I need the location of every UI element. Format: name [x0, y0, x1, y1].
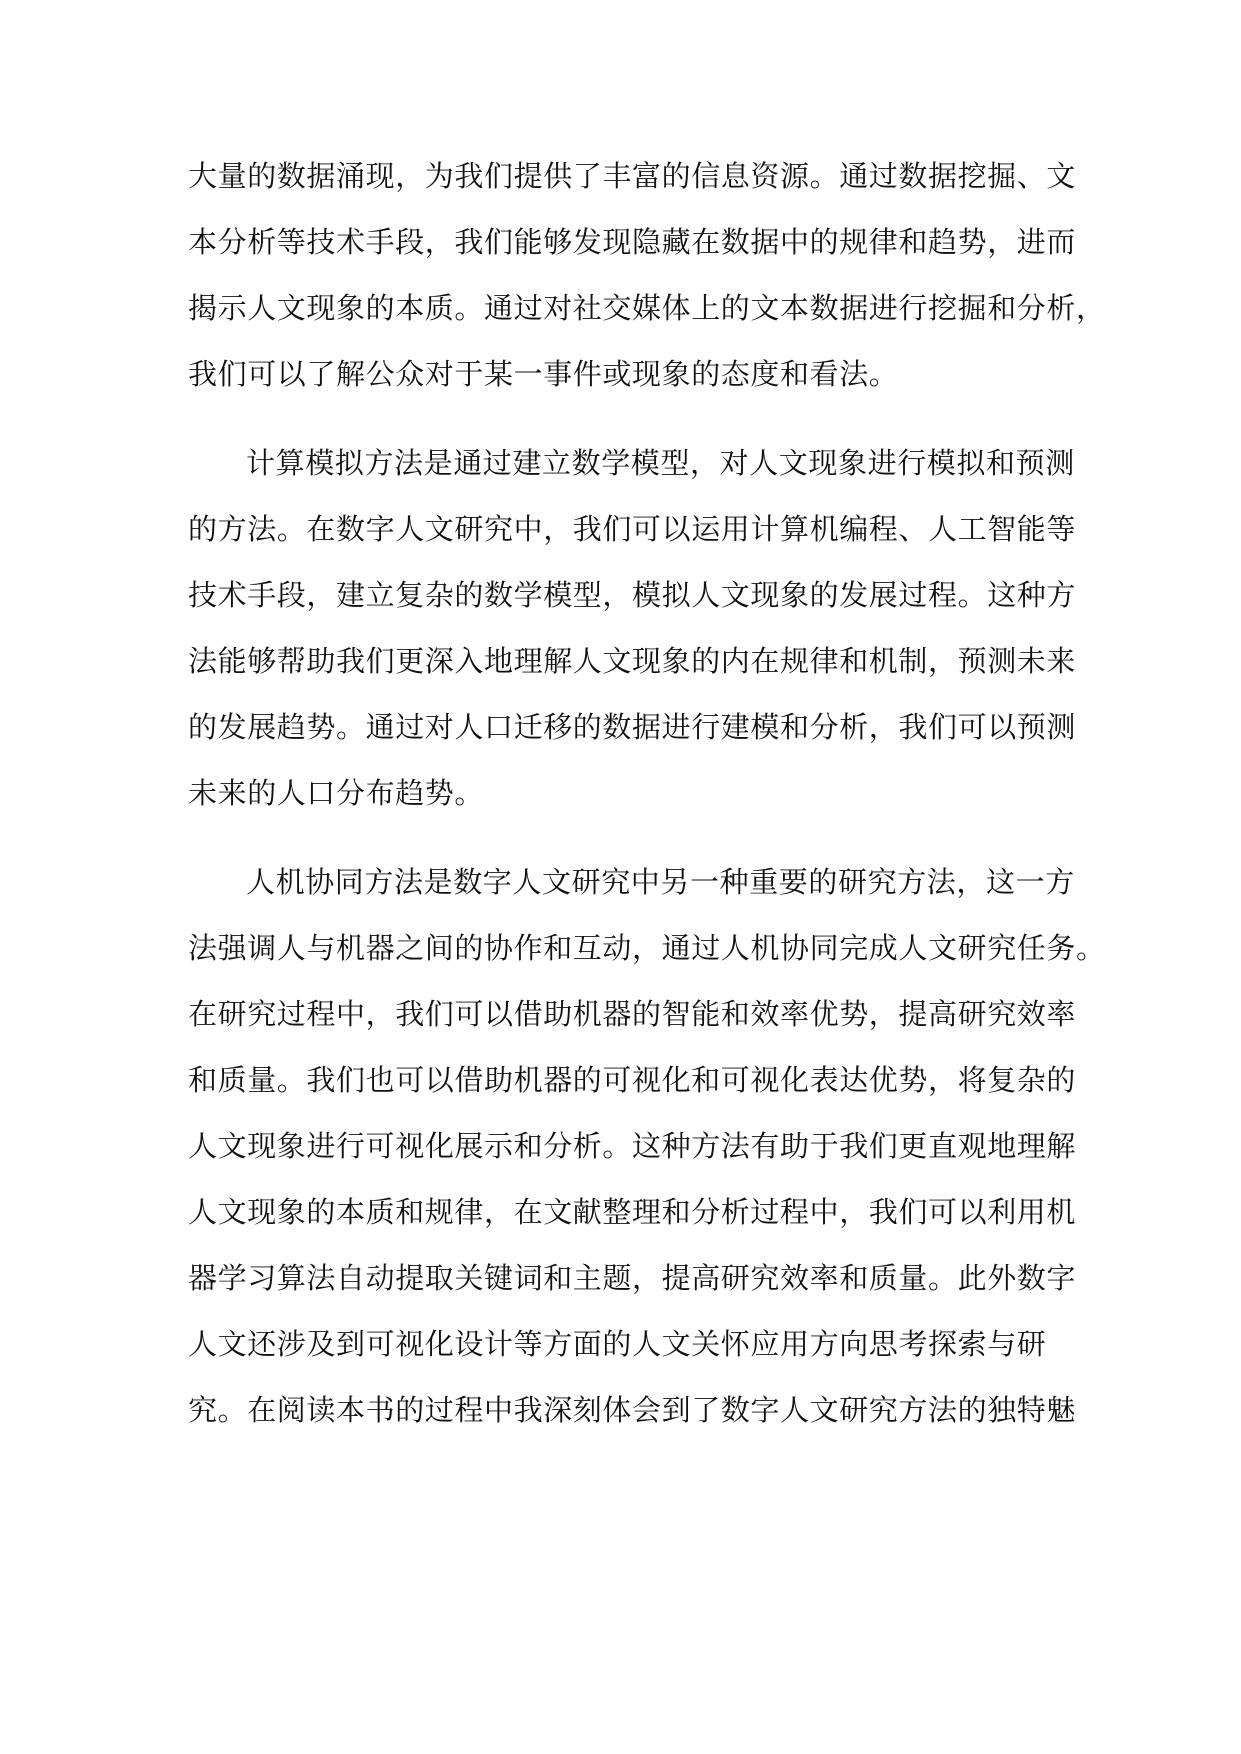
- paragraph-data-mining: [188, 143, 1106, 407]
- paragraph-line: 揭示人文现象的本质。通过对社交媒体上的文本数据进行挖掘和分析，: [188, 291, 1106, 325]
- paragraph-line: 人机协同方法是数字人文研究中另一种重要的研究方法，这一方: [246, 865, 1075, 899]
- paragraph-line: 人文现象进行可视化展示和分析。这种方法有助于我们更直观地理解: [188, 1129, 1077, 1163]
- paragraph-line: 人文还涉及到可视化设计等方面的人文关怀应用方向思考探索与研: [188, 1327, 1047, 1361]
- paragraph-computational-simulation: [188, 430, 1088, 826]
- paragraph-line: 计算模拟方法是通过建立数学模型，对人文现象进行模拟和预测: [246, 446, 1075, 480]
- paragraph-line: 的发展趋势。通过对人口迁移的数据进行建模和分析，我们可以预测: [188, 710, 1077, 744]
- paragraph-line: 究。在阅读本书的过程中我深刻体会到了数字人文研究方法的独特魅: [188, 1393, 1077, 1427]
- paragraph-line: 我们可以了解公众对于某一事件或现象的态度和看法。: [188, 357, 899, 391]
- paragraph-line: 和质量。我们也可以借助机器的可视化和可视化表达优势，将复杂的: [188, 1063, 1077, 1097]
- paragraph-line: 大量的数据涌现，为我们提供了丰富的信息资源。通过数据挖掘、文: [188, 159, 1077, 193]
- paragraph-line: 法能够帮助我们更深入地理解人文现象的内在规律和机制，预测未来: [188, 644, 1077, 678]
- paragraph-line: 未来的人口分布趋势。: [188, 776, 485, 810]
- paragraph-human-machine-collaboration: [188, 849, 1106, 1443]
- paragraph-line: 本分析等技术手段，我们能够发现隐藏在数据中的规律和趋势，进而: [188, 225, 1077, 259]
- document-body: [188, 143, 1106, 1443]
- paragraph-line: 人文现象的本质和规律，在文献整理和分析过程中，我们可以利用机: [188, 1195, 1077, 1229]
- paragraph-line: 技术手段，建立复杂的数学模型，模拟人文现象的发展过程。这种方: [188, 578, 1077, 612]
- paragraph-line: 法强调人与机器之间的协作和互动，通过人机协同完成人文研究任务。: [188, 931, 1106, 965]
- paragraph-line: 在研究过程中，我们可以借助机器的智能和效率优势，提高研究效率: [188, 997, 1077, 1031]
- paragraph-line: 器学习算法自动提取关键词和主题，提高研究效率和质量。此外数字: [188, 1261, 1077, 1295]
- paragraph-line: 的方法。在数字人文研究中，我们可以运用计算机编程、人工智能等: [188, 512, 1077, 546]
